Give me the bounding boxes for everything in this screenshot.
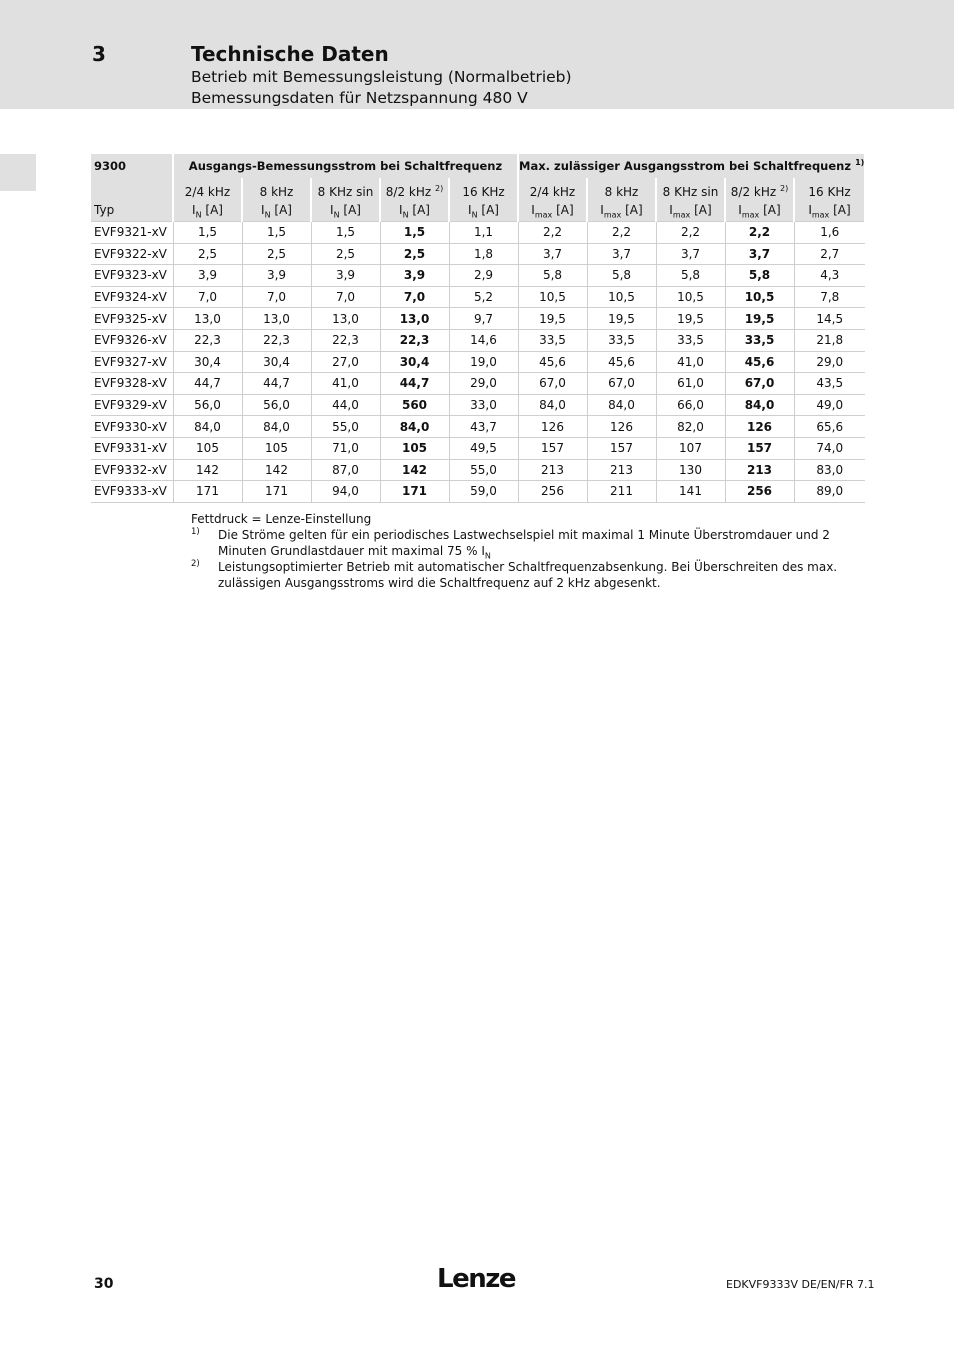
value-cell: 33,5 <box>656 329 725 351</box>
value-cell: 89,0 <box>794 481 865 503</box>
value-cell: 44,7 <box>380 373 449 395</box>
value-cell: 3,7 <box>656 243 725 265</box>
value-cell: 13,0 <box>242 308 311 330</box>
value-cell: 13,0 <box>380 308 449 330</box>
unit-header: $I_{max}$ [A] <box>725 199 794 222</box>
value-cell: 1,8 <box>449 243 518 265</box>
value-cell: 13,0 <box>311 308 380 330</box>
value-cell: 3,9 <box>380 265 449 287</box>
type-cell: EVF9331-xV <box>91 437 173 459</box>
value-cell: 14,5 <box>794 308 865 330</box>
value-cell: 126 <box>587 416 656 438</box>
value-cell: 157 <box>587 437 656 459</box>
unit-header: $I_N$ [A] <box>242 199 311 222</box>
value-cell: 2,2 <box>518 222 587 244</box>
footnote-1: 1) Die Ströme gelten für ein periodisches Lastwechselspiel mit maximal 1 Minute Überstromdauer und 2 Minuten Grundlastdauer mit maximal 75 % $I_N$ <box>191 527 830 561</box>
unit-header: $I_{max}$ [A] <box>656 199 725 222</box>
value-cell: 19,5 <box>518 308 587 330</box>
section-subtitle-2: Bemessungsdaten für Netzspannung 480 V <box>191 89 528 107</box>
value-cell: 84,0 <box>242 416 311 438</box>
value-cell: 5,8 <box>518 265 587 287</box>
type-cell: EVF9332-xV <box>91 459 173 481</box>
value-cell: 213 <box>518 459 587 481</box>
value-cell: 14,6 <box>449 329 518 351</box>
table-row <box>91 351 865 373</box>
value-cell: 10,5 <box>656 286 725 308</box>
value-cell: 211 <box>587 481 656 503</box>
chapter-side-tab <box>0 154 36 191</box>
value-cell: 157 <box>725 437 794 459</box>
value-cell: 5,8 <box>725 265 794 287</box>
group-header-max: Max. zulässiger Ausgangsstrom bei Schaltfrequenz $^{1)}$ <box>518 154 865 178</box>
header-blank <box>91 178 173 199</box>
table-row <box>91 243 865 265</box>
footnote-2: 2) Leistungsoptimierter Betrieb mit automatischer Schaltfrequenzabsenkung. Bei Überschreiten des max. zulässigen Ausgangsstroms wird die Schaltfrequenz auf 2 kHz abgesenkt. <box>191 559 838 590</box>
value-cell: 130 <box>656 459 725 481</box>
value-cell: 49,0 <box>794 394 865 416</box>
value-cell: 142 <box>380 459 449 481</box>
table-corner-label: 9300 <box>91 154 173 178</box>
type-cell: EVF9330-xV <box>91 416 173 438</box>
type-cell: EVF9327-xV <box>91 351 173 373</box>
value-cell: 3,7 <box>518 243 587 265</box>
type-cell: EVF9329-xV <box>91 394 173 416</box>
value-cell: 19,0 <box>449 351 518 373</box>
table-row <box>91 481 865 503</box>
value-cell: 105 <box>380 437 449 459</box>
lenze-logo: Lenze <box>437 1264 515 1294</box>
value-cell: 67,0 <box>725 373 794 395</box>
value-cell: 55,0 <box>449 459 518 481</box>
type-cell: EVF9324-xV <box>91 286 173 308</box>
value-cell: 105 <box>173 437 242 459</box>
table-row <box>91 437 865 459</box>
value-cell: 44,7 <box>242 373 311 395</box>
value-cell: 19,5 <box>587 308 656 330</box>
value-cell: 61,0 <box>656 373 725 395</box>
value-cell: 10,5 <box>518 286 587 308</box>
value-cell: 9,7 <box>449 308 518 330</box>
table-row <box>91 394 865 416</box>
freq-header: 2/4 kHz <box>518 178 587 199</box>
value-cell: 5,2 <box>449 286 518 308</box>
value-cell: 30,4 <box>380 351 449 373</box>
freq-header: 8 KHz sin <box>656 178 725 199</box>
value-cell: 3,7 <box>587 243 656 265</box>
value-cell: 45,6 <box>518 351 587 373</box>
table-row <box>91 265 865 287</box>
unit-header: $I_N$ [A] <box>449 199 518 222</box>
value-cell: 55,0 <box>311 416 380 438</box>
value-cell: 5,8 <box>587 265 656 287</box>
freq-header: 8 kHz <box>587 178 656 199</box>
value-cell: 7,8 <box>794 286 865 308</box>
value-cell: 29,0 <box>794 351 865 373</box>
freq-header: 8 KHz sin <box>311 178 380 199</box>
value-cell: 22,3 <box>311 329 380 351</box>
value-cell: 84,0 <box>380 416 449 438</box>
value-cell: 213 <box>725 459 794 481</box>
value-cell: 3,7 <box>725 243 794 265</box>
value-cell: 171 <box>173 481 242 503</box>
type-cell: EVF9321-xV <box>91 222 173 244</box>
table-row <box>91 222 865 244</box>
value-cell: 43,7 <box>449 416 518 438</box>
value-cell: 7,0 <box>380 286 449 308</box>
value-cell: 13,0 <box>173 308 242 330</box>
value-cell: 84,0 <box>587 394 656 416</box>
table-row <box>91 416 865 438</box>
value-cell: 10,5 <box>725 286 794 308</box>
value-cell: 3,9 <box>311 265 380 287</box>
value-cell: 22,3 <box>173 329 242 351</box>
value-cell: 2,5 <box>380 243 449 265</box>
chapter-title: Technische Daten <box>191 42 389 66</box>
freq-header: 8 kHz <box>242 178 311 199</box>
value-cell: 2,5 <box>311 243 380 265</box>
value-cell: 2,2 <box>725 222 794 244</box>
bold-legend: Fettdruck = Lenze-Einstellung <box>191 512 372 526</box>
type-cell: EVF9323-xV <box>91 265 173 287</box>
value-cell: 43,5 <box>794 373 865 395</box>
value-cell: 7,0 <box>311 286 380 308</box>
value-cell: 56,0 <box>173 394 242 416</box>
group-header-rated: Ausgangs-Bemessungsstrom bei Schaltfrequenz <box>173 154 518 178</box>
value-cell: 1,5 <box>311 222 380 244</box>
value-cell: 3,9 <box>173 265 242 287</box>
value-cell: 44,0 <box>311 394 380 416</box>
value-cell: 22,3 <box>242 329 311 351</box>
value-cell: 45,6 <box>587 351 656 373</box>
value-cell: 87,0 <box>311 459 380 481</box>
value-cell: 22,3 <box>380 329 449 351</box>
value-cell: 1,6 <box>794 222 865 244</box>
freq-header: 16 KHz <box>794 178 865 199</box>
value-cell: 107 <box>656 437 725 459</box>
value-cell: 30,4 <box>173 351 242 373</box>
value-cell: 171 <box>242 481 311 503</box>
type-cell: EVF9326-xV <box>91 329 173 351</box>
value-cell: 21,8 <box>794 329 865 351</box>
value-cell: 256 <box>518 481 587 503</box>
value-cell: 2,2 <box>656 222 725 244</box>
value-cell: 7,0 <box>242 286 311 308</box>
value-cell: 27,0 <box>311 351 380 373</box>
table-row <box>91 308 865 330</box>
table-row <box>91 329 865 351</box>
value-cell: 59,0 <box>449 481 518 503</box>
value-cell: 1,1 <box>449 222 518 244</box>
type-column-header: Typ <box>91 199 173 222</box>
value-cell: 142 <box>242 459 311 481</box>
type-cell: EVF9325-xV <box>91 308 173 330</box>
freq-header: 8/2 kHz $^{2)}$ <box>380 178 449 199</box>
table-row <box>91 373 865 395</box>
value-cell: 45,6 <box>725 351 794 373</box>
value-cell: 2,7 <box>794 243 865 265</box>
value-cell: 105 <box>242 437 311 459</box>
value-cell: 71,0 <box>311 437 380 459</box>
value-cell: 66,0 <box>656 394 725 416</box>
value-cell: 157 <box>518 437 587 459</box>
value-cell: 5,8 <box>656 265 725 287</box>
table-row <box>91 286 865 308</box>
type-cell: EVF9322-xV <box>91 243 173 265</box>
type-cell: EVF9328-xV <box>91 373 173 395</box>
value-cell: 2,5 <box>173 243 242 265</box>
value-cell: 4,3 <box>794 265 865 287</box>
value-cell: 33,0 <box>449 394 518 416</box>
value-cell: 1,5 <box>242 222 311 244</box>
value-cell: 67,0 <box>518 373 587 395</box>
value-cell: 142 <box>173 459 242 481</box>
value-cell: 83,0 <box>794 459 865 481</box>
value-cell: 44,7 <box>173 373 242 395</box>
value-cell: 94,0 <box>311 481 380 503</box>
value-cell: 65,6 <box>794 416 865 438</box>
value-cell: 213 <box>587 459 656 481</box>
unit-header: $I_{max}$ [A] <box>587 199 656 222</box>
value-cell: 19,5 <box>725 308 794 330</box>
value-cell: 33,5 <box>725 329 794 351</box>
footnotes <box>191 511 856 591</box>
document-id: EDKVF9333V DE/EN/FR 7.1 <box>726 1278 875 1291</box>
rated-current-table <box>91 154 866 503</box>
value-cell: 56,0 <box>242 394 311 416</box>
table-row <box>91 459 865 481</box>
freq-header: 2/4 kHz <box>173 178 242 199</box>
value-cell: 84,0 <box>518 394 587 416</box>
value-cell: 1,5 <box>380 222 449 244</box>
page-number: 30 <box>94 1276 114 1292</box>
freq-header: 8/2 kHz $^{2)}$ <box>725 178 794 199</box>
value-cell: 141 <box>656 481 725 503</box>
value-cell: 49,5 <box>449 437 518 459</box>
value-cell: 171 <box>380 481 449 503</box>
value-cell: 126 <box>725 416 794 438</box>
value-cell: 3,9 <box>242 265 311 287</box>
value-cell: 29,0 <box>449 373 518 395</box>
freq-header: 16 KHz <box>449 178 518 199</box>
value-cell: 41,0 <box>656 351 725 373</box>
value-cell: 82,0 <box>656 416 725 438</box>
unit-header: $I_N$ [A] <box>173 199 242 222</box>
value-cell: 256 <box>725 481 794 503</box>
value-cell: 84,0 <box>173 416 242 438</box>
value-cell: 560 <box>380 394 449 416</box>
value-cell: 33,5 <box>587 329 656 351</box>
value-cell: 2,5 <box>242 243 311 265</box>
value-cell: 84,0 <box>725 394 794 416</box>
unit-header: $I_N$ [A] <box>311 199 380 222</box>
value-cell: 2,9 <box>449 265 518 287</box>
value-cell: 7,0 <box>173 286 242 308</box>
value-cell: 33,5 <box>518 329 587 351</box>
unit-header: $I_{max}$ [A] <box>794 199 865 222</box>
value-cell: 30,4 <box>242 351 311 373</box>
chapter-number: 3 <box>92 42 106 66</box>
value-cell: 41,0 <box>311 373 380 395</box>
value-cell: 67,0 <box>587 373 656 395</box>
value-cell: 1,5 <box>173 222 242 244</box>
unit-header: $I_N$ [A] <box>380 199 449 222</box>
value-cell: 19,5 <box>656 308 725 330</box>
value-cell: 2,2 <box>587 222 656 244</box>
value-cell: 10,5 <box>587 286 656 308</box>
value-cell: 126 <box>518 416 587 438</box>
section-subtitle: Betrieb mit Bemessungsleistung (Normalbetrieb) <box>191 68 572 86</box>
type-cell: EVF9333-xV <box>91 481 173 503</box>
unit-header: $I_{max}$ [A] <box>518 199 587 222</box>
value-cell: 74,0 <box>794 437 865 459</box>
